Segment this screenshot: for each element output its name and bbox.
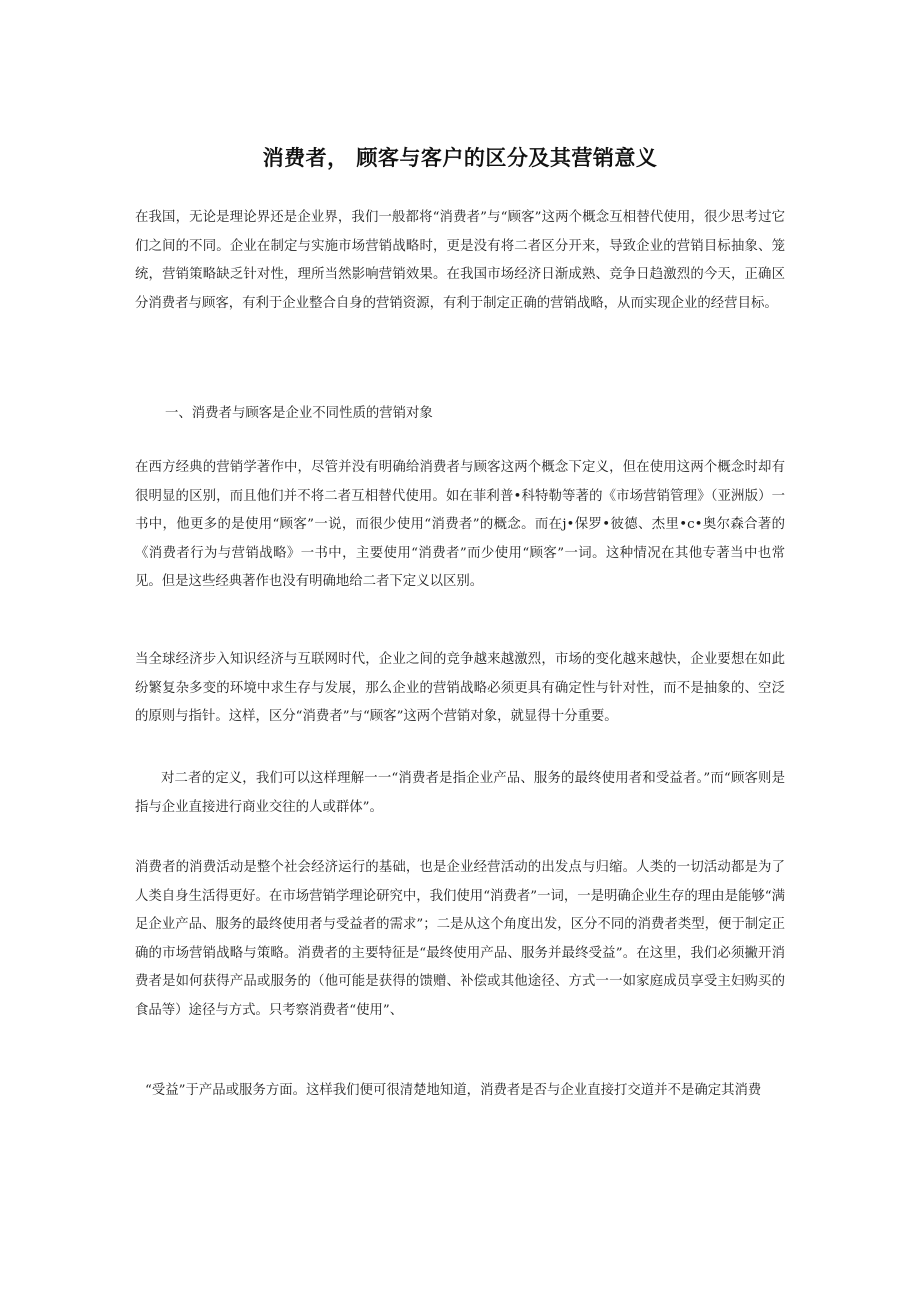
paragraph-western-works: 在西方经典的营销学著作中，尽管并没有明确给消费者与顾客这两个概念下定义，但在使用这两个概念时却有很明显的区别，而且他们并不将二者互相替代使用。如在菲利普•科特勒等著的《市场营销管理》（亚洲版）一书中，他更多的是使用“顾客”一说，而很少使用“消费者”的概念。而在j•保罗•彼德、杰里•c•奥尔森合著的《消费者行为与营销战略》一书中，主要使用“消费者”而少使用“顾客”一词。这种情况在其他专著当中也常见。但是这些经典著作也没有明确地给二者下定义以区别。 [135,460,785,590]
document-title: 消费者， 顾客与客户的区分及其营销意义 [262,145,658,170]
paragraph-definitions: 对二者的定义，我们可以这样理解一一“消费者是指企业产品、服务的最终使用者和受益者。”而“顾客则是指与企业直接进行商业交往的人或群体”。 [135,771,785,815]
paragraph-knowledge-economy: 当全球经济步入知识经济与互联网时代，企业之间的竞争越来越激烈，市场的变化越来越快，企业要想在如此纷繁复杂多变的环境中求生存与发展，那么企业的营销战略必须更具有确定性与针对性，而不是抽象的、空泛的原则与指针。这样，区分“消费者”与“顾客”这两个营销对象，就显得十分重要。 [135,652,785,725]
paragraph-consumer-activity: 消费者的消费活动是整个社会经济运行的基础，也是企业经营活动的出发点与归缩。人类的一切活动都是为了人类自身生活得更好。在市场营销学理论研究中，我们使用“消费者”一词，一是明确企业生存的理由是能够“满足企业产品、服务的最终使用者与受益者的需求”；二是从这个角度出发，区分不同的消费者类型，便于制定正确的市场营销战略与策略。消费者的主要特征是“最终使用产品、服务并最终受益”。在这里，我们必须撇开消费者是如何获得产品或服务的（他可能是获得的馈赠、补偿或其他途径、方式一一如家庭成员享受主妇购买的食品等）途径与方式。只考察消费者“使用”、 [135,860,785,1018]
paragraph-benefit: “受益”于产品或服务方面。这样我们便可很清楚地知道，消费者是否与企业直接打交道并不是确定其消费 [145,1083,762,1098]
section-heading-1: 一、消费者与顾客是企业不同性质的营销对象 [165,406,433,421]
paragraph-intro: 在我国，无论是理论界还是企业界，我们一般都将“消费者”与“顾客”这两个概念互相替代使用，很少思考过它们之间的不同。企业在制定与实施市场营销战略时，更是没有将二者区分开来，导致企业的营销目标抽象、笼统，营销策略缺乏针对性，理所当然影响营销效果。在我国市场经济日渐成熟、竞争日趋激烈的今天，正确区分消费者与顾客，有利于企业整合自身的营销资源，有利于制定正确的营销战略，从而实现企业的经营目标。 [135,210,785,311]
